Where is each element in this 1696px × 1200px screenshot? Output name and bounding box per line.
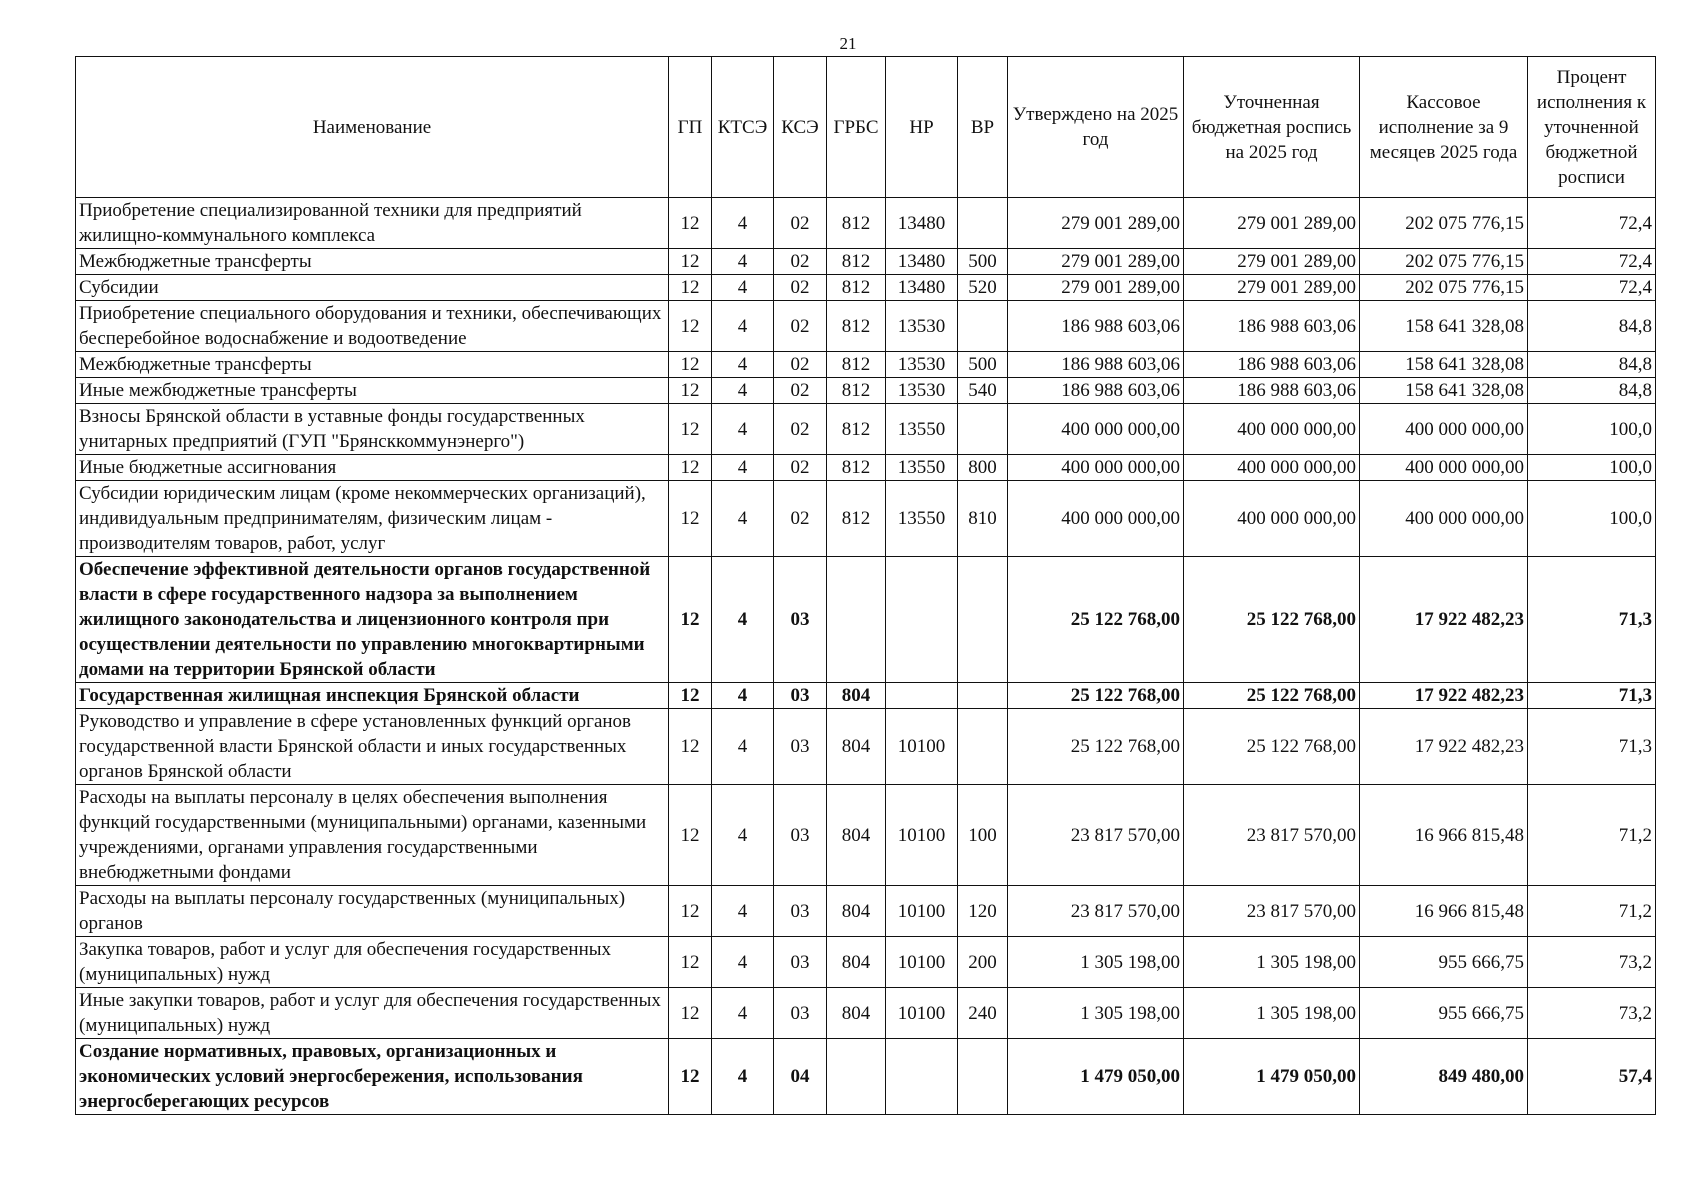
- cell-approved: 1 479 050,00: [1008, 1039, 1184, 1115]
- cell-gp: 12: [669, 785, 712, 886]
- cell-approved: 279 001 289,00: [1008, 249, 1184, 275]
- cell-nr: 13480: [886, 275, 958, 301]
- cell-nr: [886, 1039, 958, 1115]
- cell-name: Расходы на выплаты персоналу в целях обеспечения выполнения функций государственными (муниципальными) органами, казенными учреждениями, органами управления государственными внебюджетными фондами: [76, 785, 669, 886]
- cell-gp: 12: [669, 557, 712, 683]
- cell-ktse: 4: [712, 937, 774, 988]
- cell-kse: 03: [774, 785, 827, 886]
- header-gp: ГП: [669, 57, 712, 198]
- cell-grbs: 804: [827, 785, 886, 886]
- cell-vr: 240: [958, 988, 1008, 1039]
- cell-refined: 1 479 050,00: [1184, 1039, 1360, 1115]
- cell-approved: 400 000 000,00: [1008, 455, 1184, 481]
- cell-nr: 10100: [886, 709, 958, 785]
- cell-kse: 02: [774, 481, 827, 557]
- cell-percent: 73,2: [1528, 937, 1656, 988]
- cell-approved: 186 988 603,06: [1008, 378, 1184, 404]
- cell-grbs: [827, 1039, 886, 1115]
- cell-kse: 03: [774, 557, 827, 683]
- cell-kse: 02: [774, 352, 827, 378]
- cell-executed: 17 922 482,23: [1360, 709, 1528, 785]
- cell-name: Субсидии: [76, 275, 669, 301]
- cell-approved: 279 001 289,00: [1008, 275, 1184, 301]
- cell-ktse: 4: [712, 683, 774, 709]
- cell-name: Иные закупки товаров, работ и услуг для обеспечения государственных (муниципальных) нужд: [76, 988, 669, 1039]
- cell-refined: 400 000 000,00: [1184, 404, 1360, 455]
- cell-vr: 120: [958, 886, 1008, 937]
- cell-approved: 279 001 289,00: [1008, 198, 1184, 249]
- cell-kse: 02: [774, 249, 827, 275]
- cell-vr: [958, 198, 1008, 249]
- cell-name: Приобретение специализированной техники для предприятий жилищно-коммунального комплекса: [76, 198, 669, 249]
- cell-vr: 100: [958, 785, 1008, 886]
- cell-percent: 72,4: [1528, 249, 1656, 275]
- cell-nr: 13480: [886, 198, 958, 249]
- budget-table: [75, 56, 1656, 1115]
- cell-name: Создание нормативных, правовых, организационных и экономических условий энергосбережения, использования энергосберегающих ресурсов: [76, 1039, 669, 1115]
- cell-gp: 12: [669, 937, 712, 988]
- cell-ktse: 4: [712, 481, 774, 557]
- table-row: [76, 378, 1656, 404]
- cell-percent: 84,8: [1528, 378, 1656, 404]
- table-row: [76, 683, 1656, 709]
- cell-gp: 12: [669, 249, 712, 275]
- table-body: [76, 198, 1656, 1115]
- cell-vr: [958, 709, 1008, 785]
- cell-refined: 1 305 198,00: [1184, 937, 1360, 988]
- cell-vr: 500: [958, 352, 1008, 378]
- table-row: [76, 937, 1656, 988]
- cell-nr: 13550: [886, 481, 958, 557]
- cell-vr: 540: [958, 378, 1008, 404]
- cell-executed: 955 666,75: [1360, 988, 1528, 1039]
- cell-refined: 186 988 603,06: [1184, 352, 1360, 378]
- cell-nr: 13530: [886, 301, 958, 352]
- table-row: [76, 709, 1656, 785]
- cell-nr: 13530: [886, 352, 958, 378]
- cell-kse: 03: [774, 886, 827, 937]
- cell-gp: 12: [669, 404, 712, 455]
- cell-ktse: 4: [712, 1039, 774, 1115]
- header-grbs: ГРБС: [827, 57, 886, 198]
- cell-executed: 16 966 815,48: [1360, 886, 1528, 937]
- cell-vr: 200: [958, 937, 1008, 988]
- cell-nr: 10100: [886, 785, 958, 886]
- cell-vr: [958, 404, 1008, 455]
- cell-name: Иные межбюджетные трансферты: [76, 378, 669, 404]
- cell-kse: 03: [774, 683, 827, 709]
- cell-percent: 73,2: [1528, 988, 1656, 1039]
- cell-executed: 17 922 482,23: [1360, 683, 1528, 709]
- table-row: [76, 455, 1656, 481]
- cell-refined: 279 001 289,00: [1184, 275, 1360, 301]
- cell-name: Государственная жилищная инспекция Брянской области: [76, 683, 669, 709]
- cell-executed: 400 000 000,00: [1360, 455, 1528, 481]
- table-row: [76, 249, 1656, 275]
- cell-refined: 25 122 768,00: [1184, 683, 1360, 709]
- cell-kse: 03: [774, 709, 827, 785]
- cell-ktse: 4: [712, 557, 774, 683]
- cell-ktse: 4: [712, 301, 774, 352]
- cell-gp: 12: [669, 683, 712, 709]
- cell-grbs: 804: [827, 988, 886, 1039]
- cell-percent: 71,3: [1528, 709, 1656, 785]
- table-row: [76, 275, 1656, 301]
- cell-vr: 800: [958, 455, 1008, 481]
- cell-kse: 02: [774, 455, 827, 481]
- cell-name: Межбюджетные трансферты: [76, 352, 669, 378]
- cell-nr: 10100: [886, 886, 958, 937]
- cell-nr: [886, 557, 958, 683]
- cell-approved: 23 817 570,00: [1008, 785, 1184, 886]
- cell-percent: 72,4: [1528, 198, 1656, 249]
- cell-kse: 02: [774, 404, 827, 455]
- header-refined: Уточненная бюджетная роспись на 2025 год: [1184, 57, 1360, 198]
- cell-percent: 71,2: [1528, 785, 1656, 886]
- cell-nr: 13530: [886, 378, 958, 404]
- cell-gp: 12: [669, 886, 712, 937]
- header-name: Наименование: [76, 57, 669, 198]
- cell-executed: 955 666,75: [1360, 937, 1528, 988]
- header-ktse: КТСЭ: [712, 57, 774, 198]
- cell-grbs: 812: [827, 301, 886, 352]
- cell-ktse: 4: [712, 785, 774, 886]
- cell-name: Приобретение специального оборудования и техники, обеспечивающих бесперебойное водоснабжение и водоотведение: [76, 301, 669, 352]
- header-approved: Утверждено на 2025 год: [1008, 57, 1184, 198]
- cell-vr: 520: [958, 275, 1008, 301]
- cell-percent: 57,4: [1528, 1039, 1656, 1115]
- cell-percent: 84,8: [1528, 301, 1656, 352]
- cell-grbs: 812: [827, 404, 886, 455]
- cell-gp: 12: [669, 1039, 712, 1115]
- cell-name: Субсидии юридическим лицам (кроме некоммерческих организаций), индивидуальным предпринимателям, физическим лицам - производителям товаров, работ, услуг: [76, 481, 669, 557]
- cell-percent: 71,3: [1528, 557, 1656, 683]
- cell-executed: 400 000 000,00: [1360, 404, 1528, 455]
- cell-refined: 186 988 603,06: [1184, 301, 1360, 352]
- header-kse: КСЭ: [774, 57, 827, 198]
- cell-executed: 202 075 776,15: [1360, 275, 1528, 301]
- cell-gp: 12: [669, 301, 712, 352]
- cell-gp: 12: [669, 378, 712, 404]
- cell-gp: 12: [669, 455, 712, 481]
- cell-refined: 23 817 570,00: [1184, 886, 1360, 937]
- cell-nr: 13550: [886, 455, 958, 481]
- cell-grbs: 804: [827, 683, 886, 709]
- cell-approved: 25 122 768,00: [1008, 683, 1184, 709]
- table-header-row: [76, 57, 1656, 198]
- cell-name: Руководство и управление в сфере установленных функций органов государственной власти Брянской области и иных государственных органов Брянской области: [76, 709, 669, 785]
- table-row: [76, 1039, 1656, 1115]
- table-row: [76, 988, 1656, 1039]
- cell-percent: 71,2: [1528, 886, 1656, 937]
- cell-nr: 13480: [886, 249, 958, 275]
- cell-nr: 10100: [886, 937, 958, 988]
- cell-ktse: 4: [712, 352, 774, 378]
- cell-percent: 100,0: [1528, 455, 1656, 481]
- cell-executed: 849 480,00: [1360, 1039, 1528, 1115]
- cell-ktse: 4: [712, 249, 774, 275]
- header-nr: НР: [886, 57, 958, 198]
- cell-approved: 400 000 000,00: [1008, 404, 1184, 455]
- cell-ktse: 4: [712, 886, 774, 937]
- cell-kse: 03: [774, 988, 827, 1039]
- cell-grbs: 812: [827, 455, 886, 481]
- cell-grbs: 812: [827, 481, 886, 557]
- cell-refined: 25 122 768,00: [1184, 557, 1360, 683]
- cell-grbs: [827, 557, 886, 683]
- cell-approved: 25 122 768,00: [1008, 557, 1184, 683]
- cell-grbs: 804: [827, 709, 886, 785]
- cell-gp: 12: [669, 988, 712, 1039]
- table-row: [76, 785, 1656, 886]
- cell-name: Взносы Брянской области в уставные фонды государственных унитарных предприятий (ГУП "Брянсккоммунэнерго"): [76, 404, 669, 455]
- cell-kse: 04: [774, 1039, 827, 1115]
- cell-nr: 13550: [886, 404, 958, 455]
- cell-grbs: 812: [827, 352, 886, 378]
- cell-refined: 23 817 570,00: [1184, 785, 1360, 886]
- cell-name: Иные бюджетные ассигнования: [76, 455, 669, 481]
- table-row: [76, 301, 1656, 352]
- table-row: [76, 481, 1656, 557]
- cell-ktse: 4: [712, 988, 774, 1039]
- cell-grbs: 804: [827, 937, 886, 988]
- table-row: [76, 352, 1656, 378]
- cell-gp: 12: [669, 352, 712, 378]
- cell-name: Обеспечение эффективной деятельности органов государственной власти в сфере государственного надзора за выполнением жилищного законодательства и лицензионного контроля при осуществлении деятельности по управлению многоквартирными домами на территории Брянской области: [76, 557, 669, 683]
- table-row: [76, 404, 1656, 455]
- cell-gp: 12: [669, 481, 712, 557]
- cell-approved: 1 305 198,00: [1008, 988, 1184, 1039]
- cell-vr: [958, 301, 1008, 352]
- header-percent: Процент исполнения к уточненной бюджетной росписи: [1528, 57, 1656, 198]
- cell-ktse: 4: [712, 378, 774, 404]
- cell-ktse: 4: [712, 455, 774, 481]
- cell-executed: 202 075 776,15: [1360, 198, 1528, 249]
- cell-percent: 72,4: [1528, 275, 1656, 301]
- cell-grbs: 812: [827, 198, 886, 249]
- cell-kse: 02: [774, 275, 827, 301]
- cell-kse: 03: [774, 937, 827, 988]
- cell-kse: 02: [774, 378, 827, 404]
- cell-percent: 100,0: [1528, 404, 1656, 455]
- cell-kse: 02: [774, 301, 827, 352]
- cell-executed: 158 641 328,08: [1360, 378, 1528, 404]
- cell-percent: 71,3: [1528, 683, 1656, 709]
- cell-executed: 202 075 776,15: [1360, 249, 1528, 275]
- cell-refined: 186 988 603,06: [1184, 378, 1360, 404]
- cell-gp: 12: [669, 198, 712, 249]
- cell-nr: 10100: [886, 988, 958, 1039]
- cell-refined: 279 001 289,00: [1184, 249, 1360, 275]
- cell-gp: 12: [669, 275, 712, 301]
- header-executed: Кассовое исполнение за 9 месяцев 2025 года: [1360, 57, 1528, 198]
- cell-refined: 1 305 198,00: [1184, 988, 1360, 1039]
- cell-executed: 17 922 482,23: [1360, 557, 1528, 683]
- cell-grbs: 804: [827, 886, 886, 937]
- cell-ktse: 4: [712, 709, 774, 785]
- cell-percent: 84,8: [1528, 352, 1656, 378]
- cell-percent: 100,0: [1528, 481, 1656, 557]
- cell-vr: 500: [958, 249, 1008, 275]
- cell-ktse: 4: [712, 198, 774, 249]
- table-row: [76, 198, 1656, 249]
- cell-ktse: 4: [712, 404, 774, 455]
- cell-grbs: 812: [827, 378, 886, 404]
- cell-refined: 279 001 289,00: [1184, 198, 1360, 249]
- cell-vr: [958, 1039, 1008, 1115]
- cell-approved: 23 817 570,00: [1008, 886, 1184, 937]
- cell-refined: 400 000 000,00: [1184, 481, 1360, 557]
- cell-executed: 158 641 328,08: [1360, 352, 1528, 378]
- cell-kse: 02: [774, 198, 827, 249]
- cell-name: Закупка товаров, работ и услуг для обеспечения государственных (муниципальных) нужд: [76, 937, 669, 988]
- page-number: 21: [839, 34, 857, 53]
- cell-grbs: 812: [827, 249, 886, 275]
- cell-vr: [958, 683, 1008, 709]
- cell-executed: 16 966 815,48: [1360, 785, 1528, 886]
- cell-vr: 810: [958, 481, 1008, 557]
- cell-name: Расходы на выплаты персоналу государственных (муниципальных) органов: [76, 886, 669, 937]
- cell-name: Межбюджетные трансферты: [76, 249, 669, 275]
- cell-approved: 1 305 198,00: [1008, 937, 1184, 988]
- cell-approved: 400 000 000,00: [1008, 481, 1184, 557]
- cell-approved: 186 988 603,06: [1008, 352, 1184, 378]
- cell-grbs: 812: [827, 275, 886, 301]
- cell-ktse: 4: [712, 275, 774, 301]
- table-row: [76, 557, 1656, 683]
- cell-nr: [886, 683, 958, 709]
- cell-gp: 12: [669, 709, 712, 785]
- cell-refined: 25 122 768,00: [1184, 709, 1360, 785]
- cell-refined: 400 000 000,00: [1184, 455, 1360, 481]
- cell-executed: 400 000 000,00: [1360, 481, 1528, 557]
- cell-executed: 158 641 328,08: [1360, 301, 1528, 352]
- cell-approved: 25 122 768,00: [1008, 709, 1184, 785]
- table-row: [76, 886, 1656, 937]
- header-vr: ВР: [958, 57, 1008, 198]
- cell-approved: 186 988 603,06: [1008, 301, 1184, 352]
- cell-vr: [958, 557, 1008, 683]
